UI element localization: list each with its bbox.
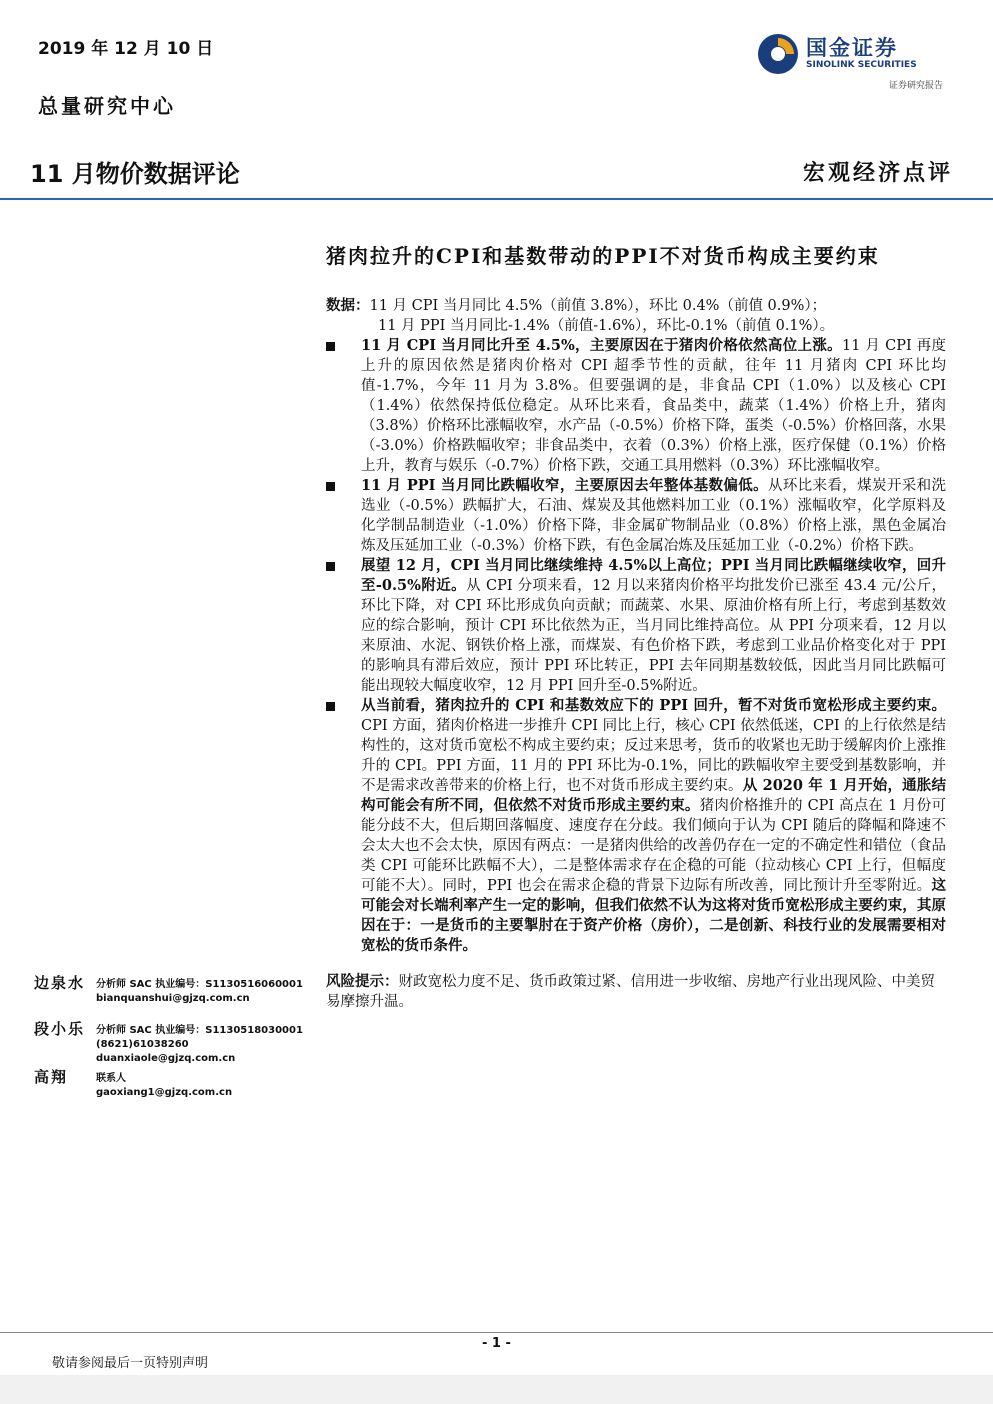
- data-line-2: 11 月 PPI 当月同比-1.4%（前值-1.6%），环比-0.1%（前值 0.1%）。: [378, 318, 835, 334]
- report-date: 2019 年 12 月 10 日: [38, 39, 214, 59]
- footer-divider: [0, 1332, 993, 1333]
- headline: 猪肉拉升的CPI和基数带动的PPI不对货币构成主要约束: [326, 244, 880, 268]
- analyst-info: [96, 1072, 232, 1100]
- data-summary: [326, 296, 946, 336]
- bullet-lead: 11 月 PPI 当月同比跌幅收窄，主要原因去年整体基数偏低。: [361, 477, 768, 494]
- brand-name-cn: 国金证券: [806, 36, 898, 60]
- report-body: [326, 296, 946, 1012]
- bullet-square-icon: [326, 482, 335, 491]
- bullet-square-icon: [326, 562, 335, 571]
- analyst-email: duanxiaole@gjzq.com.cn: [96, 1053, 236, 1064]
- data-line-1: 11 月 CPI 当月同比 4.5%（前值 3.8%），环比 0.4%（前值 0.9%）；: [369, 298, 827, 314]
- risk-label: 风险提示：: [326, 973, 399, 990]
- sinolink-logo-icon: [756, 32, 800, 76]
- bullet-text: 从 CPI 分项来看，12 月以来猪肉价格平均批发价已涨至 43.4 元/公斤，环比下降，对 CPI 环比形成负向贡献；而蔬菜、水果、原油价格有所上行，考虑到基数效应的综合影响，预计 CPI 环比依然为正，当月同比维持高位。从 PPI 分项来看，12 月以来原油、水泥、钢铁价格上涨，而煤炭、有色价格下跌，考虑到工业品价格变化对于 PPI 的影响具有滞后效应，预计 PPI 环比转正，PPI 去年同期基数较低，因此当月同比跌幅可能出现较大幅度收窄，12 月 PPI 回升至-0.5%附近。: [361, 578, 946, 694]
- bullet-square-icon: [326, 702, 335, 711]
- analyst-email: bianquanshui@gjzq.com.cn: [96, 993, 250, 1004]
- analyst-role: 联系人: [96, 1073, 126, 1084]
- analyst-email: gaoxiang1@gjzq.com.cn: [96, 1087, 233, 1098]
- data-label: 数据：: [326, 297, 370, 314]
- bullet-lead: 展望 12 月，CPI 当月同比继续维持 4.5%以上高位；PPI 当月同比跌幅继续收窄，回升至-0.5%附近。: [361, 557, 946, 594]
- analyst-phone: (8621)61038260: [96, 1039, 189, 1050]
- footer-band: [0, 1375, 993, 1404]
- bullet-cpi: [326, 336, 946, 476]
- risk-warning: [326, 972, 946, 1012]
- bullet-text: 11 月 CPI 再度上升的原因依然是猪肉价格对 CPI 超季节性的贡献，往年 11 月猪肉 CPI 环比均值-1.7%，今年 11 月为 3.8%。但要强调的是，非食品 CPI（1.0%）以及核心 CPI（1.4%）依然保持低位稳定。从环比来看，食品类中，蔬菜（1.4%）价格上升，猪肉（3.8%）价格环比涨幅收窄，水产品（-0.5%）价格下降，蛋类（-0.5%）价格回落，水果（-3.0%）价格跌幅收窄；非食品类中，衣着（0.3%）价格上涨，医疗保健（0.1%）价格上升，教育与娱乐（-0.7%）价格下跌，交通工具用燃料（0.3%）环比涨幅收窄。: [361, 338, 946, 474]
- bullet-lead-3: 这可能会对长端利率产生一定的影响，但我们依然不认为这将对货币宽松形成主要约束，其原因在于：一是货币的主要掣肘在于资产价格（房价），二是创新、科技行业的发展需要相对宽松的货币条件。: [361, 877, 946, 954]
- bullet-text-2: 猪肉价格推升的 CPI 高点在 1 月份可能分歧不大，但后期回落幅度、速度存在分歧。我们倾向于认为 CPI 随后的降幅和降速不会太大也不会太快，原因有两点：一是猪肉供给的改善仍存在一定的不确定性和错位（食品类 CPI 可能环比跌幅不大），二是整体需求存在企稳的可能（拉动核心 CPI 上行，但幅度可能不大）。同时，PPI 也会在需求企稳的背景下边际有所改善，同比预计升至零附近。: [361, 798, 947, 894]
- analyst-credential: 分析师 SAC 执业编号：S1130516060001: [96, 979, 303, 990]
- bullet-monetary: [326, 696, 946, 956]
- analyst-name: 边泉水: [34, 974, 86, 992]
- footer-disclaimer: 敬请参阅最后一页特别声明: [52, 1356, 209, 1371]
- research-center: 总量研究中心: [38, 94, 176, 118]
- analyst-name: 高翔: [34, 1068, 69, 1086]
- bullet-lead-2: 从 2020 年 1 月开始，通胀结构可能会有所不同，但依然不对货币形成主要约束。: [361, 777, 947, 814]
- bullet-lead: 从当前看，猪肉拉升的 CPI 和基数效应下的 PPI 回升，暂不对货币宽松形成主要约束。: [361, 697, 946, 714]
- report-category: 宏观经济点评: [802, 160, 953, 186]
- report-type: 证券研究报告: [888, 81, 943, 91]
- analyst-info: [96, 978, 303, 1006]
- risk-text: 财政宽松力度不足、货币政策过紧、信用进一步收缩、房地产行业出现风险、中美贸易摩擦升温。: [326, 974, 935, 1010]
- bullet-ppi: [326, 476, 946, 556]
- bullet-lead: 11 月 CPI 当月同比升至 4.5%，主要原因在于猪肉价格依然高位上涨。: [361, 337, 842, 354]
- brand-logo: [756, 32, 946, 78]
- page-number: - 1 -: [482, 1336, 511, 1351]
- bullet-square-icon: [326, 342, 335, 351]
- report-title: 11 月物价数据评论: [30, 160, 240, 188]
- analyst-credential: 分析师 SAC 执业编号：S1130518030001: [96, 1025, 303, 1036]
- analyst-name: 段小乐: [34, 1020, 86, 1038]
- bullet-outlook: [326, 556, 946, 696]
- bullet-text: 从环比来看，煤炭开采和洗选业（-0.5%）跌幅扩大，石油、煤炭及其他燃料加工业（0.1%）涨幅收窄，化学原料及化学制品制造业（-1.0%）价格下降，非金属矿物制品业（0.8%）价格上涨，黑色金属冶炼及压延加工业（-0.3%）价格下跌，有色金属冶炼及压延加工业（-0.2%）价格下跌。: [361, 478, 946, 554]
- brand-name-en: SINOLINK SECURITIES: [806, 60, 917, 70]
- analyst-info: [96, 1024, 303, 1066]
- header-divider: [0, 198, 993, 200]
- bullet-text: CPI 方面，猪肉价格进一步推升 CPI 同比上行，核心 CPI 依然低迷，CPI 的上行依然是结构性的，这对货币宽松不构成主要约束；反过来思考，货币的收紧也无助于缓解肉价上涨推升的 CPI。PPI 方面，11 月的 PPI 环比为-0.1%，同比的跌幅收窄主要受到基数影响，并不是需求改善带来的价格上行，也不对货币形成主要约束。: [361, 718, 946, 794]
